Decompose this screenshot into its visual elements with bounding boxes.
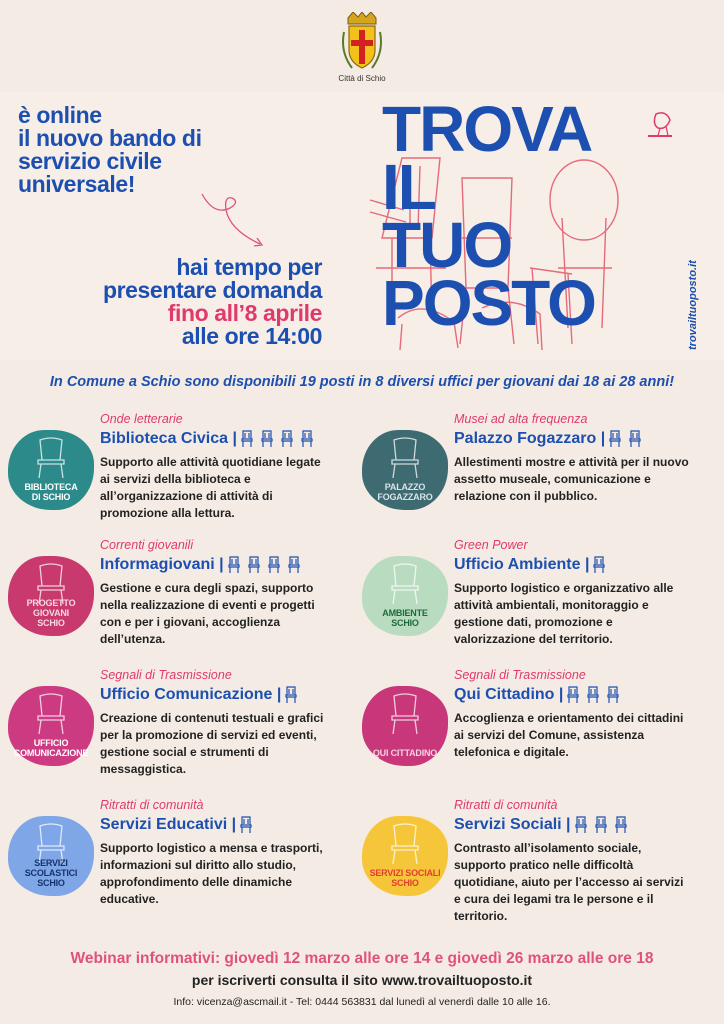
description-line: Supporto alle attività quotidiane legate — [100, 455, 321, 469]
blob-label-line: DI SCHIO — [31, 492, 71, 502]
city-caption: Città di Schio — [338, 74, 386, 83]
seat-chair-icon — [240, 430, 254, 448]
office-tagline: Onde letterarie — [100, 412, 183, 426]
webinar-info: Webinar informativi: giovedì 12 marzo alle ore 14 e giovedì 26 marzo alle ore 18 — [70, 950, 654, 967]
deadline-date: fino all’8 aprile — [167, 300, 322, 326]
office-tagline: Green Power — [454, 538, 528, 552]
title-line: TUO — [382, 209, 512, 281]
seat-count-icons — [574, 816, 634, 834]
office-description — [100, 840, 323, 908]
office-blob — [362, 430, 448, 510]
office-tagline: Segnali di Trasmissione — [100, 668, 232, 682]
seat-chair-icon — [628, 430, 642, 448]
description-line: gestione social e strumenti di — [100, 745, 269, 759]
description-line: ai servizi della biblioteca e — [100, 472, 251, 486]
blob-label-line: FOGAZZARO — [377, 492, 433, 502]
office-title-text: Palazzo Fogazzaro | — [454, 430, 606, 447]
blob-label-line: SERVIZI — [34, 858, 68, 868]
description-line: per la promozione di servizi ed eventi, — [100, 728, 317, 742]
seat-chair-icon — [614, 816, 628, 834]
office-description — [100, 454, 321, 522]
hero-title — [382, 93, 595, 339]
blob-label-line: SCHIO — [37, 878, 65, 888]
office-title — [100, 686, 304, 704]
office-title — [100, 816, 259, 834]
seat-count-icons — [239, 816, 259, 834]
blob-label-line: GIOVANI — [33, 608, 69, 618]
intro-line: servizio civile — [18, 148, 162, 174]
office-title — [454, 816, 634, 834]
blob-label-line: BIBLIOTECA — [24, 482, 78, 492]
office-blob — [362, 686, 448, 766]
headline: In Comune a Schio sono disponibili 19 posti in 8 diversi uffici per giovani dai 18 ai 28 anni! — [49, 374, 675, 390]
office-description — [100, 580, 315, 648]
description-line: dell’utenza. — [100, 632, 166, 646]
blob-label-line: PALAZZO — [384, 482, 426, 492]
deadline-line: presentare domanda — [102, 277, 322, 303]
office-title-text: Servizi Sociali | — [454, 816, 571, 833]
intro-line: universale! — [18, 171, 136, 197]
chair-illustration-icon — [386, 562, 424, 606]
chair-illustration-icon — [386, 436, 424, 480]
blob-label-line: UFFICIO — [33, 738, 69, 748]
office-blob — [362, 816, 448, 896]
office-blob-label — [25, 858, 78, 888]
description-line: e cura dei legami tra le persone e il — [454, 892, 654, 906]
seat-chair-icon — [267, 556, 281, 574]
office-title-text: Qui Cittadino | — [454, 686, 564, 703]
description-line: Accoglienza e orientamento dei cittadini — [454, 711, 684, 725]
description-line: approfondimento delle dinamiche — [100, 875, 293, 889]
seat-count-icons — [240, 430, 320, 448]
seat-count-icons — [284, 686, 304, 704]
description-line: informazioni sul diritto allo studio, — [100, 858, 296, 872]
title-line: IL — [382, 151, 435, 223]
office-title-text: Ufficio Comunicazione | — [100, 686, 282, 703]
description-line: messaggistica. — [100, 762, 187, 776]
chair-illustration-icon — [386, 692, 424, 736]
seat-chair-icon — [280, 430, 294, 448]
description-line: Contrasto all’isolamento sociale, — [454, 841, 642, 855]
seat-chair-icon — [566, 686, 580, 704]
blob-label-line: SCOLASTICI — [24, 868, 78, 878]
seat-chair-icon — [300, 430, 314, 448]
description-line: telefonica e digitale. — [454, 745, 569, 759]
office-title-text: Biblioteca Civica | — [100, 430, 237, 447]
vertical-website-url — [685, 240, 705, 350]
seat-count-icons — [608, 430, 648, 448]
intro-line: è online — [18, 102, 102, 128]
seat-chair-icon — [574, 816, 588, 834]
blob-label-line: COMUNICAZIONE — [13, 748, 89, 758]
office-description — [454, 580, 673, 648]
description-line: Allestimenti mostre e attività per il nuovo — [454, 455, 689, 469]
office-blob — [8, 556, 94, 636]
seat-chair-icon — [606, 686, 620, 704]
description-line: attività ambientali, monitoraggio e — [454, 598, 649, 612]
description-line: assetto museale, comunicazione e — [454, 472, 651, 486]
signup-info: per iscriverti consulta il sito www.trovailtuoposto.it — [191, 972, 533, 988]
office-blob-label — [382, 608, 427, 628]
vertical-url-text: trovailtuoposto.it — [687, 260, 699, 350]
office-tagline: Segnali di Trasmissione — [454, 668, 586, 682]
description-line: Supporto logistico e organizzativo alle — [454, 581, 674, 595]
chair-illustration-icon — [32, 436, 70, 480]
office-tagline: Correnti giovanili — [100, 538, 194, 552]
description-line: supporto pratico nelle difficoltà — [454, 858, 634, 872]
chair-illustration-icon — [32, 692, 70, 736]
office-description — [454, 454, 689, 505]
hero-intro — [18, 104, 202, 196]
office-description — [100, 710, 323, 778]
office-description — [454, 710, 683, 761]
blob-label-line: SCHIO — [391, 618, 419, 628]
seat-chair-icon — [239, 816, 253, 834]
office-blob-label — [14, 738, 88, 758]
description-line: Creazione di contenuti testuali e grafici — [100, 711, 324, 725]
office-title — [100, 430, 320, 448]
office-blob-label — [370, 868, 441, 888]
office-tagline: Musei ad alta frequenza — [454, 412, 588, 426]
seat-chair-icon — [260, 430, 274, 448]
curly-arrow-icon — [196, 190, 276, 254]
seat-chair-icon — [594, 816, 608, 834]
seat-count-icons — [227, 556, 307, 574]
description-line: relazione con il pubblico. — [454, 489, 598, 503]
office-blob — [8, 430, 94, 510]
description-line: Gestione e cura degli spazi, supporto — [100, 581, 314, 595]
seat-count-icons — [592, 556, 612, 574]
office-title-text: Informagiovani | — [100, 556, 224, 573]
seat-chair-icon — [608, 430, 622, 448]
intro-line: il nuovo bando di — [18, 125, 202, 151]
office-title-text: Ufficio Ambiente | — [454, 556, 590, 573]
description-line: ai servizi del Comune, assistenza — [454, 728, 645, 742]
description-line: Supporto logistico a mensa e trasporti, — [100, 841, 323, 855]
description-line: all’organizzazione di attività di — [100, 489, 273, 503]
office-tagline: Ritratti di comunità — [454, 798, 558, 812]
title-line: POSTO — [382, 267, 595, 339]
description-line: educative. — [100, 892, 159, 906]
description-line: nella realizzazione di eventi e progetti — [100, 598, 315, 612]
description-line: territorio. — [454, 909, 508, 923]
blob-label-line: SERVIZI SOCIALI — [369, 868, 441, 878]
seat-chair-icon — [284, 686, 298, 704]
campaign-logo-icon — [640, 106, 680, 146]
deadline-line: hai tempo per — [176, 254, 322, 280]
blob-label-line: PROGETTO — [26, 598, 76, 608]
blob-label-line: SCHIO — [391, 878, 419, 888]
office-description — [454, 840, 683, 925]
seat-chair-icon — [227, 556, 241, 574]
seat-count-icons — [566, 686, 626, 704]
office-blob — [8, 816, 94, 896]
city-crest-logo — [340, 12, 384, 74]
office-blob-label — [27, 598, 76, 628]
office-blob — [8, 686, 94, 766]
seat-chair-icon — [592, 556, 606, 574]
seat-chair-icon — [247, 556, 261, 574]
chair-illustration-icon — [386, 822, 424, 866]
description-line: con e per i giovani, accoglienza — [100, 615, 281, 629]
office-title-text: Servizi Educativi | — [100, 816, 237, 833]
deadline-time: alle ore 14:00 — [181, 323, 322, 349]
seat-chair-icon — [586, 686, 600, 704]
office-title — [454, 556, 612, 574]
seat-chair-icon — [287, 556, 301, 574]
title-line: TROVA — [382, 93, 592, 165]
description-line: valorizzazione del territorio. — [454, 632, 613, 646]
blob-label-line: AMBIENTE — [382, 608, 428, 618]
contact-info: Info: vicenza@ascmail.it - Tel: 0444 563831 dal lunedì al venerdì dalle 10 alle 16. — [173, 996, 551, 1008]
office-title — [454, 430, 648, 448]
office-blob — [362, 556, 448, 636]
office-tagline: Ritratti di comunità — [100, 798, 204, 812]
blob-label-line: QUI CITTADINO — [372, 748, 438, 758]
office-blob-label — [377, 482, 432, 502]
office-blob-label — [373, 748, 437, 758]
office-blob-label — [25, 482, 78, 502]
description-line: quotidiane, aiuto per l’accesso ai servizi — [454, 875, 684, 889]
blob-label-line: SCHIO — [37, 618, 65, 628]
office-title — [100, 556, 307, 574]
description-line: promozione alla lettura. — [100, 506, 235, 520]
hero-deadline — [103, 256, 322, 348]
description-line: gestione dati, promozione e — [454, 615, 613, 629]
office-title — [454, 686, 626, 704]
